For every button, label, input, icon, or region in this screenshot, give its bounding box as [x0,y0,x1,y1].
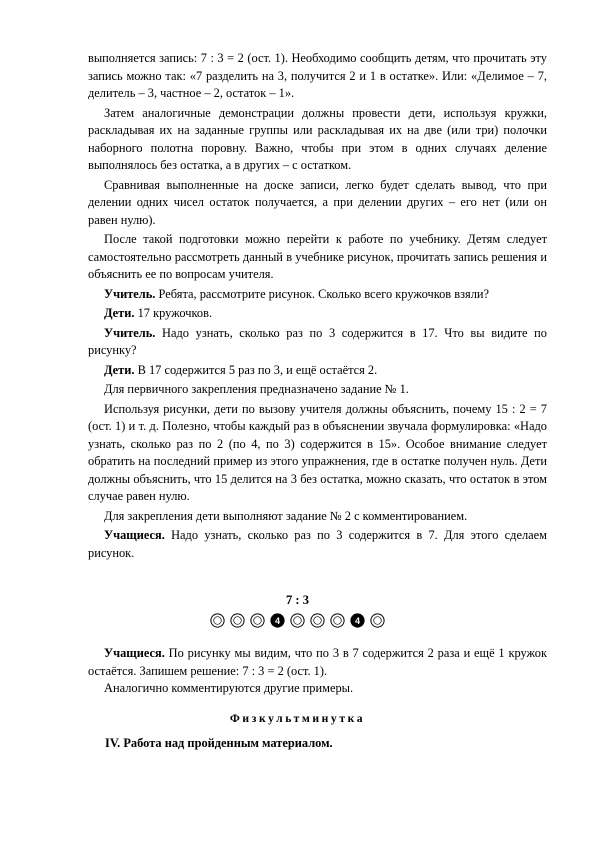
dialogue-line [88,325,547,360]
circle-label: 4 [274,615,281,626]
speaker-label: Учащиеся. [104,646,165,660]
bottom-text-block [88,645,547,698]
top-text-block [88,50,547,562]
dialogue-line [88,527,547,562]
dialogue-line [88,305,547,323]
paragraph: После такой подготовки можно перейти к работе по учебнику. Детям следует самостоятельно рассмотреть данный в учебнике рисунок, прочитать запись решения и объяснить ее по вопросам учителя. [88,232,547,281]
dialogue-line [88,286,547,304]
dialogue-text: По рисунку мы видим, что по 3 в 7 содержится 2 раза и ещё 1 кружок остаётся. Запишем решение: 7 : 3 = 2 (ост. 1). [88,646,547,678]
speaker-label: Учитель. [104,325,156,340]
section-title: IV. Работа над пройденным материалом. [105,736,333,750]
paragraph: Сравнивая выполненные на доске записи, легко будет сделать вывод, что при делении одних чисел остаток получается, а при делении других – его нет (или он равен нулю). [88,177,547,227]
paragraph: Для закрепления дети выполняют задание № 2 с комментированием. [104,508,468,523]
dialogue-line [88,645,547,680]
open-circle-icon [229,612,246,629]
paragraph: выполняется запись: 7 : 3 = 2 (ост. 1). Необходимо сообщить детям, что прочитать эту запись можно так: «7 разделить на 3, получится 2 и 1 в остатке». Или: «Делимое – 7, делитель – 3, частное – 2, остаток – 1». [88,51,547,100]
speaker-label: Учитель. [104,286,156,301]
paragraph: Для первичного закрепления предназначено задание № 1. [104,382,409,396]
open-circle-icon [209,612,226,629]
speaker-label: Дети. [104,362,135,377]
filled-circle-icon [269,612,286,629]
dialogue-text: Надо узнать, сколько раз по 3 содержится в 17. Что вы видите по рисунку? [88,325,547,357]
section-heading: Физкультминутка [229,712,366,725]
dialogue-line [88,362,547,380]
dialogue-text: Ребята, рассмотрите рисунок. Сколько всего кружочков взяли? [155,286,490,301]
filled-circle-icon [349,612,366,629]
open-circle-icon [329,612,346,629]
speaker-label: Дети. [104,306,135,320]
open-circle-icon [309,612,326,629]
circle-row [0,611,595,629]
dialogue-text: В 17 содержится 5 раз по 3, и ещё остаётся 2. [134,362,378,377]
paragraph: Аналогично комментируются другие примеры. [104,681,354,695]
open-circle-icon [289,612,306,629]
dialogue-text: 17 кружочков. [134,306,213,320]
paragraph: Затем аналогичные демонстрации должны провести дети, используя кружки, раскладывая их на заданные группы или раскладывая их на две (или три) полочки наборного полотна поровну. Важно, чтобы при этом в одних случаях деление выполнялось без остатка, а в других – с остатком. [88,105,547,172]
example-title: 7 : 3 [286,593,309,607]
circle-label: 4 [354,615,361,626]
dialogue-text: Надо узнать, сколько раз по 3 содержится в 7. Для этого сделаем рисунок. [88,528,547,560]
open-circle-icon [369,612,386,629]
speaker-label: Учащиеся. [104,528,165,542]
paragraph: Используя рисунки, дети по вызову учителя должны объяснить, почему 15 : 2 = 7 (ост. 1) и т. д. Полезно, чтобы каждый раз в объяснении звучала формулировка: «Надо узнать, сколько раз по 2 (по 4, по 3) содержится в 15». Особое внимание следует обратить на последний пример из этого упражнения, где в остатке получен нуль. Дети должны объяснить, что 15 делится на 3 без остатка, можно сказать, что остаток в этом случае равен нулю. [88,401,547,503]
open-circle-icon [249,612,266,629]
